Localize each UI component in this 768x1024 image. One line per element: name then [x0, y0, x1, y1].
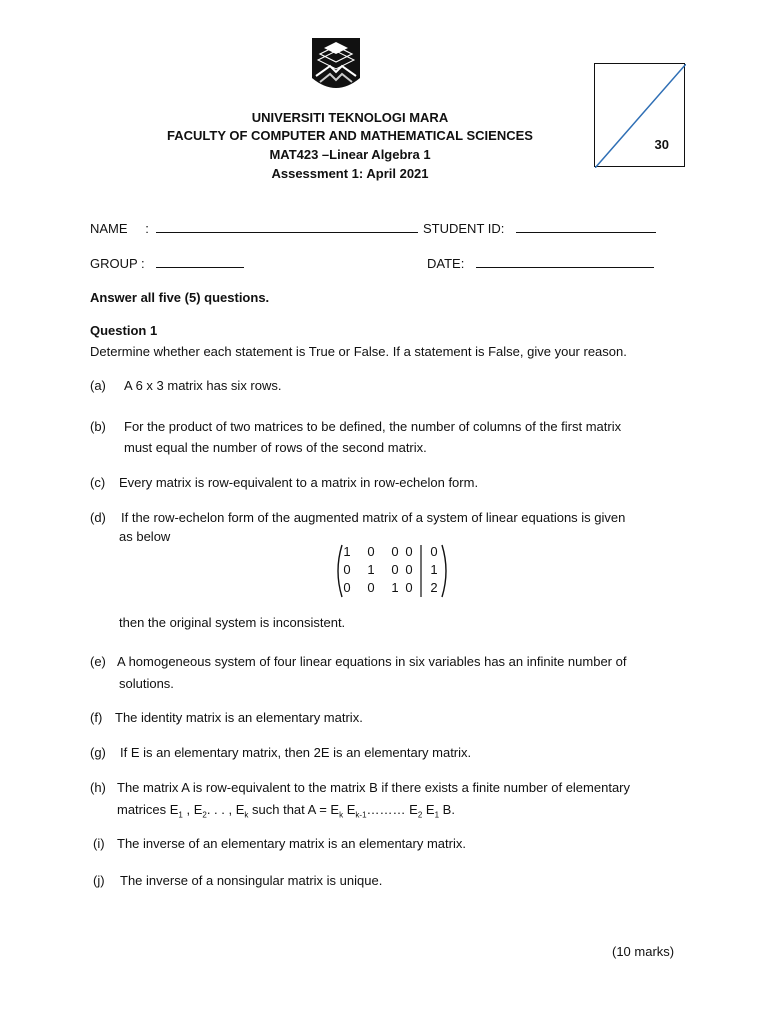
item-d-text-line2: as below: [119, 529, 171, 544]
item-i: [93, 836, 466, 851]
item-f-label: (f): [90, 710, 103, 725]
h-sub: 2: [417, 810, 423, 820]
question-prompt: Determine whether each statement is True or False. If a statement is False, give your reason.: [90, 344, 627, 359]
item-h: [90, 780, 630, 795]
date-input-line[interactable]: [476, 255, 654, 268]
matrix-cell: 0: [343, 580, 351, 595]
item-i-label: (i): [93, 836, 105, 851]
group-label: GROUP :: [90, 256, 145, 271]
matrix-cell: 1: [391, 580, 399, 595]
matrix-cell: 0: [405, 562, 413, 577]
matrix-cell: 2: [430, 580, 438, 595]
h-text: , E: [182, 802, 203, 817]
h-text: matrices E: [117, 802, 179, 817]
item-b-label: (b): [90, 419, 106, 434]
item-c-label: (c): [90, 475, 106, 490]
item-a-text: A 6 x 3 matrix has six rows.: [124, 378, 282, 393]
item-a: [90, 378, 282, 393]
item-f: [90, 710, 363, 725]
h-text: ……… E: [366, 802, 418, 817]
date-label: DATE:: [427, 256, 465, 271]
matrix-row-3: [333, 580, 451, 597]
student-id-input-line[interactable]: [516, 220, 656, 233]
student-id-field: [423, 220, 656, 236]
h-sub: 1: [434, 810, 440, 820]
h-sub: 1: [178, 810, 183, 820]
item-b: [90, 419, 621, 434]
item-d-text-line1: If the row-echelon form of the augmented matrix of a system of linear equations is given: [121, 510, 626, 525]
item-d-label: (d): [90, 510, 106, 525]
name-input-line[interactable]: [156, 220, 418, 233]
item-g-label: (g): [90, 745, 106, 760]
h-text: such that A = E: [248, 802, 340, 817]
matrix-cell: 1: [367, 562, 375, 577]
item-g: [90, 745, 471, 760]
marks-label: (10 marks): [612, 944, 675, 959]
item-e-text-line1: A homogeneous system of four linear equations in six variables has an infinite number of: [117, 654, 627, 669]
total-marks: 30: [654, 137, 669, 152]
date-field: [427, 255, 654, 271]
item-e-text-line2: solutions.: [119, 676, 174, 691]
item-d-conclusion: then the original system is inconsistent.: [119, 615, 346, 630]
item-h-label: (h): [90, 780, 106, 795]
item-a-label: (a): [90, 378, 106, 393]
course-title: MAT423 –Linear Algebra 1: [269, 147, 431, 162]
item-i-text: The inverse of an elementary matrix is an elementary matrix.: [117, 836, 466, 851]
matrix-row-2: [333, 562, 451, 579]
item-d: [90, 510, 625, 525]
h-text: . . . , E: [206, 802, 245, 817]
matrix-cell: 0: [391, 544, 399, 559]
university-name: UNIVERSITI TEKNOLOGI MARA: [251, 110, 449, 125]
item-g-text: If E is an elementary matrix, then 2E is an elementary matrix.: [120, 745, 472, 760]
name-field: [90, 220, 418, 236]
item-j-text: The inverse of a nonsingular matrix is unique.: [120, 873, 383, 888]
item-c: [90, 475, 478, 490]
item-c-text: Every matrix is row-equivalent to a matrix in row-echelon form.: [119, 475, 479, 490]
name-label: NAME: [90, 221, 128, 236]
matrix-cell: 1: [430, 562, 438, 577]
faculty-name: FACULTY OF COMPUTER AND MATHEMATICAL SCIENCES: [167, 128, 533, 143]
augmented-matrix: [333, 543, 451, 599]
item-j-label: (j): [93, 873, 105, 888]
matrix-cell: 0: [343, 562, 351, 577]
item-f-text: The identity matrix is an elementary matrix.: [115, 710, 363, 725]
h-text: E: [422, 802, 435, 817]
h-sub: k: [244, 810, 249, 820]
student-id-label: STUDENT ID:: [423, 221, 505, 236]
question-title: Question 1: [90, 323, 158, 338]
matrix-cell: 0: [430, 544, 438, 559]
matrix-cell: 0: [405, 544, 413, 559]
h-sub: k-1: [355, 810, 367, 820]
h-text: E: [343, 802, 356, 817]
instruction: Answer all five (5) questions.: [90, 290, 270, 305]
item-h-text-line1: The matrix A is row-equivalent to the matrix B if there exists a finite number of elementary: [117, 780, 630, 795]
item-b-text-line2: must equal the number of rows of the second matrix.: [124, 440, 427, 455]
matrix-cell: 1: [343, 544, 351, 559]
item-e-label: (e): [90, 654, 106, 669]
matrix-cell: 0: [405, 580, 413, 595]
assessment-title: Assessment 1: April 2021: [271, 166, 429, 181]
h-text: B.: [439, 802, 455, 817]
item-b-text-line1: For the product of two matrices to be defined, the number of columns of the first matrix: [124, 419, 622, 434]
name-colon: :: [145, 221, 149, 236]
matrix-cell: 0: [367, 544, 375, 559]
group-field: [90, 255, 244, 271]
item-j: [93, 873, 382, 888]
matrix-row-1: [333, 544, 451, 561]
matrix-cell: 0: [391, 562, 399, 577]
group-input-line[interactable]: [156, 255, 244, 268]
h-sub: 2: [202, 810, 207, 820]
matrix-cell: 0: [367, 580, 375, 595]
university-logo: [310, 36, 362, 96]
item-h-text-line2: [117, 802, 455, 820]
h-sub: k: [339, 810, 344, 820]
item-e: [90, 654, 626, 669]
